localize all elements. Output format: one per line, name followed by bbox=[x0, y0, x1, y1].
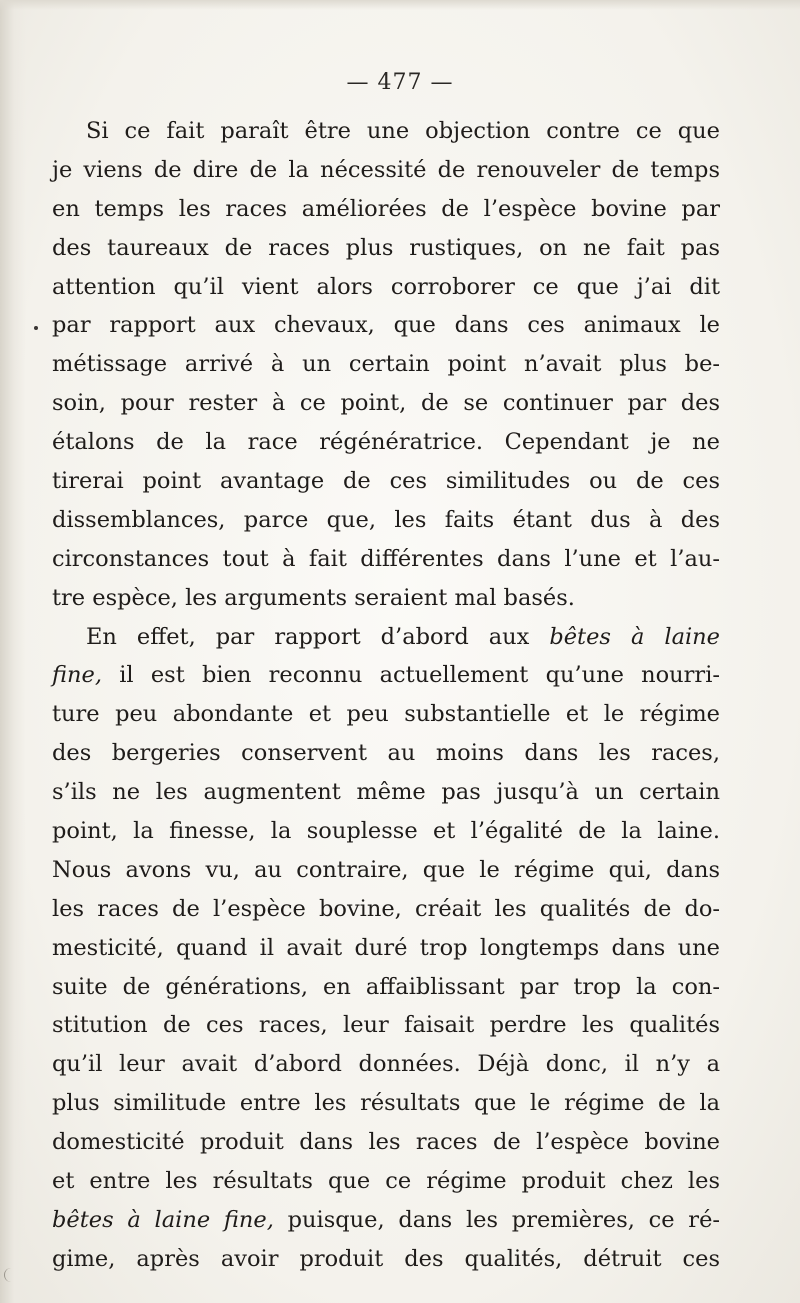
page-gutter-shadow bbox=[0, 0, 26, 1303]
line-text: il est bien reconnu actuellement qu’une nourri- bbox=[101, 662, 720, 689]
italic-term: fine, bbox=[52, 662, 102, 689]
text-line bbox=[52, 851, 720, 890]
body-text bbox=[52, 112, 720, 1279]
text-line bbox=[52, 268, 720, 307]
text-line bbox=[52, 345, 720, 384]
line-text: s’ils ne les augmentent même pas jusqu’à un certain bbox=[52, 779, 720, 806]
line-text: tre espèce, les arguments seraient mal basés. bbox=[52, 584, 575, 611]
line-text: les races de l’espèce bovine, créait les qualités de do- bbox=[52, 895, 720, 922]
text-line bbox=[52, 1201, 720, 1240]
text-line bbox=[52, 695, 720, 734]
text-line bbox=[52, 112, 720, 151]
text-line bbox=[52, 151, 720, 190]
text-line bbox=[52, 384, 720, 423]
text-line bbox=[52, 812, 720, 851]
line-text: mesticité, quand il avait duré trop longtemps dans une bbox=[52, 934, 720, 961]
line-text: circonstances tout à fait différentes dans l’une et l’au- bbox=[52, 545, 720, 572]
line-text: qu’il leur avait d’abord données. Déjà donc, il n’y a bbox=[52, 1051, 720, 1078]
line-text: Nous avons vu, au contraire, que le régime qui, dans bbox=[52, 856, 720, 883]
text-line bbox=[52, 968, 720, 1007]
margin-ink-dot bbox=[34, 326, 38, 330]
line-text: étalons de la race régénératrice. Cependant je ne bbox=[52, 429, 720, 456]
line-text: par rapport aux chevaux, que dans ces animaux le bbox=[52, 312, 720, 339]
text-line bbox=[52, 501, 720, 540]
text-line bbox=[52, 229, 720, 268]
line-text: ture peu abondante et peu substantielle et le régime bbox=[52, 701, 720, 728]
line-text: et entre les résultats que ce régime produit chez les bbox=[52, 1168, 720, 1195]
line-text: stitution de ces races, leur faisait perdre les qualités bbox=[52, 1012, 720, 1039]
line-text: soin, pour rester à ce point, de se continuer par des bbox=[52, 390, 720, 417]
page-corner-mark bbox=[4, 1268, 15, 1282]
line-text: domesticité produit dans les races de l’espèce bovine bbox=[52, 1129, 720, 1156]
text-line bbox=[52, 462, 720, 501]
line-text: puisque, dans les premières, ce ré- bbox=[273, 1206, 720, 1233]
line-text: En effet, par rapport d’abord aux bbox=[86, 623, 550, 650]
text-line bbox=[52, 618, 720, 657]
page-top-shadow bbox=[0, 0, 800, 10]
text-line bbox=[52, 1240, 720, 1279]
text-line bbox=[52, 890, 720, 929]
line-text: attention qu’il vient alors corroborer ce que j’ai dit bbox=[52, 273, 720, 300]
line-text: point, la finesse, la souplesse et l’égalité de la laine. bbox=[52, 818, 720, 845]
text-line bbox=[52, 1006, 720, 1045]
line-text: plus similitude entre les résultats que le régime de la bbox=[52, 1090, 720, 1117]
text-line bbox=[52, 306, 720, 345]
line-text: je viens de dire de la nécessité de renouveler de temps bbox=[52, 156, 720, 183]
line-text: métissage arrivé à un certain point n’avait plus be- bbox=[52, 351, 720, 378]
text-line bbox=[52, 1162, 720, 1201]
line-text: Si ce fait paraît être une objection contre ce que bbox=[86, 118, 720, 144]
text-line bbox=[52, 540, 720, 579]
text-line bbox=[52, 773, 720, 812]
text-line bbox=[52, 579, 720, 618]
text-line bbox=[52, 734, 720, 773]
text-line bbox=[52, 929, 720, 968]
line-text: gime, après avoir produit des qualités, détruit ces bbox=[52, 1245, 720, 1272]
line-text: en temps les races améliorées de l’espèce bovine par bbox=[52, 195, 720, 222]
italic-term: bêtes à laine fine, bbox=[52, 1206, 274, 1233]
text-line bbox=[52, 423, 720, 462]
text-line bbox=[52, 656, 720, 695]
text-line bbox=[52, 1045, 720, 1084]
text-line bbox=[52, 1084, 720, 1123]
text-line bbox=[52, 190, 720, 229]
line-text: suite de générations, en affaiblissant par trop la con- bbox=[52, 973, 720, 1000]
italic-term: bêtes à laine bbox=[549, 623, 720, 650]
line-text: des bergeries conservent au moins dans les races, bbox=[52, 740, 720, 767]
line-text: tirerai point avantage de ces similitudes ou de ces bbox=[52, 468, 720, 495]
line-text: des taureaux de races plus rustiques, on ne fait pas bbox=[52, 234, 720, 261]
page-number: — 477 — bbox=[346, 70, 454, 95]
line-text: dissemblances, parce que, les faits étant dus à des bbox=[52, 506, 720, 533]
text-line bbox=[52, 1123, 720, 1162]
